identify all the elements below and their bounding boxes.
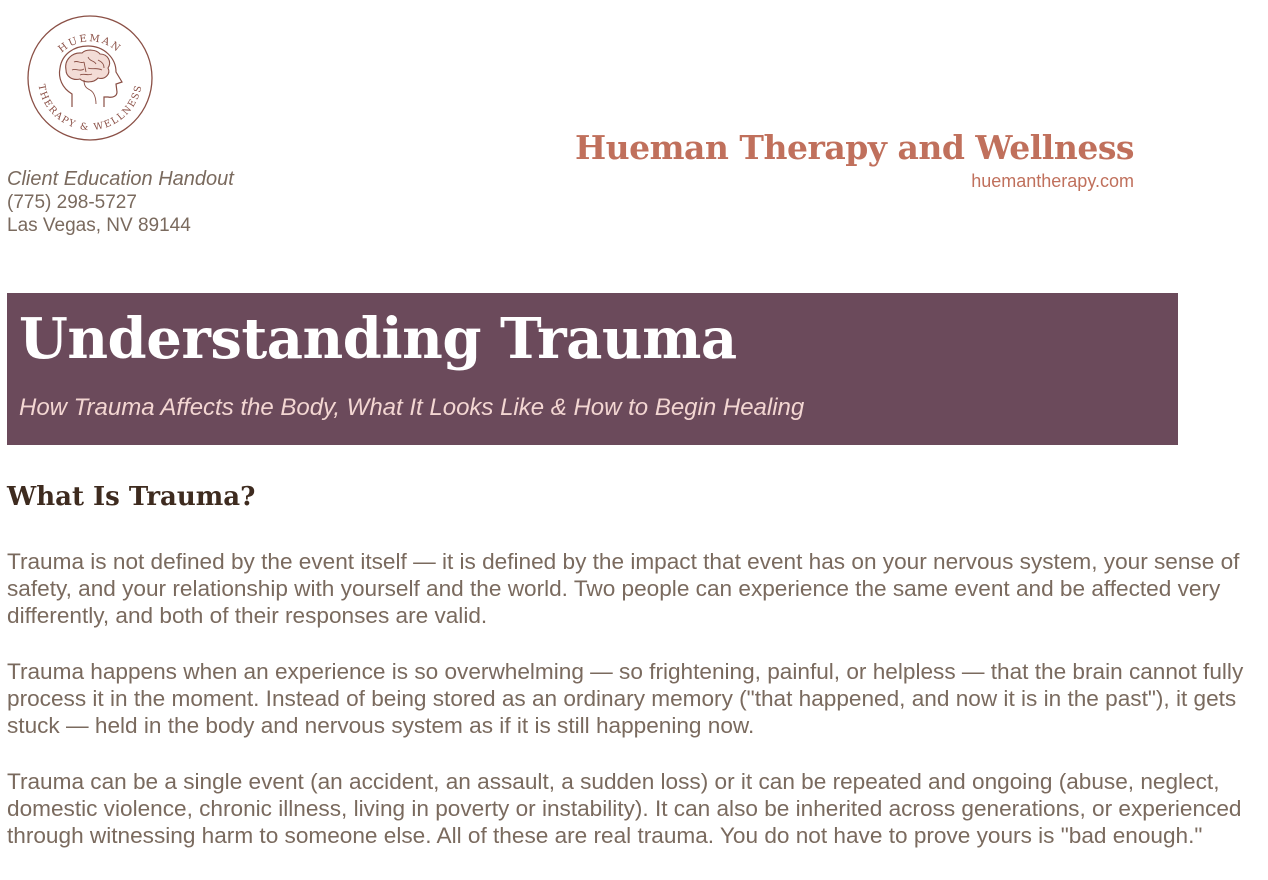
paragraph: Trauma can be a single event (an accident, an assault, a sudden loss) or it can be repeated and ongoing (abuse, neglect, domestic violence, chronic illness, living in poverty or instability). It can also be inherited across generations, or experienced through witnessing harm to someone else. All of these are real trauma. You do not have to prove yours is "bad enough." [7, 769, 1242, 848]
contact-block [7, 168, 234, 237]
title-banner [7, 293, 1178, 445]
brand-title: Hueman Therapy and Wellness [574, 128, 1134, 167]
handout-subtitle: Client Education Handout [7, 168, 234, 190]
location: Las Vegas, NV 89144 [7, 215, 191, 236]
section-heading: What Is Trauma? [7, 482, 256, 512]
logo-bottom-text: THERAPY & WELLNESS [35, 83, 145, 134]
paragraph: Trauma is not defined by the event itself — it is defined by the impact that event has on your nervous system, your sense of safety, and your relationship with yourself and the world. Two people can experience the same event and be affected very differently, and both of their responses are valid. [7, 549, 1240, 628]
what-is-trauma-section [7, 478, 1263, 878]
svg-text:THERAPY & WELLNESS [35, 83, 144, 133]
phone-number: (775) 298-5727 [7, 192, 137, 213]
page-tagline: How Trauma Affects the Body, What It Looks Like & How to Begin Healing [19, 394, 805, 421]
hueman-logo [24, 12, 156, 144]
logo-top-text: HUEMAN [56, 33, 124, 56]
brand-block [575, 126, 1134, 192]
brand-url-link[interactable]: huemantherapy.com [971, 171, 1134, 191]
brain-head-icon [24, 12, 156, 144]
paragraph: Trauma happens when an experience is so overwhelming — so frightening, painful, or helpless — that the brain cannot fully process it in the moment. Instead of being stored as an ordinary memory ("that happened, and now it is in the past"), it gets stuck — held in the body and nervous system as if it is still happening now. [7, 659, 1244, 738]
page-title: Understanding Trauma [19, 306, 737, 372]
